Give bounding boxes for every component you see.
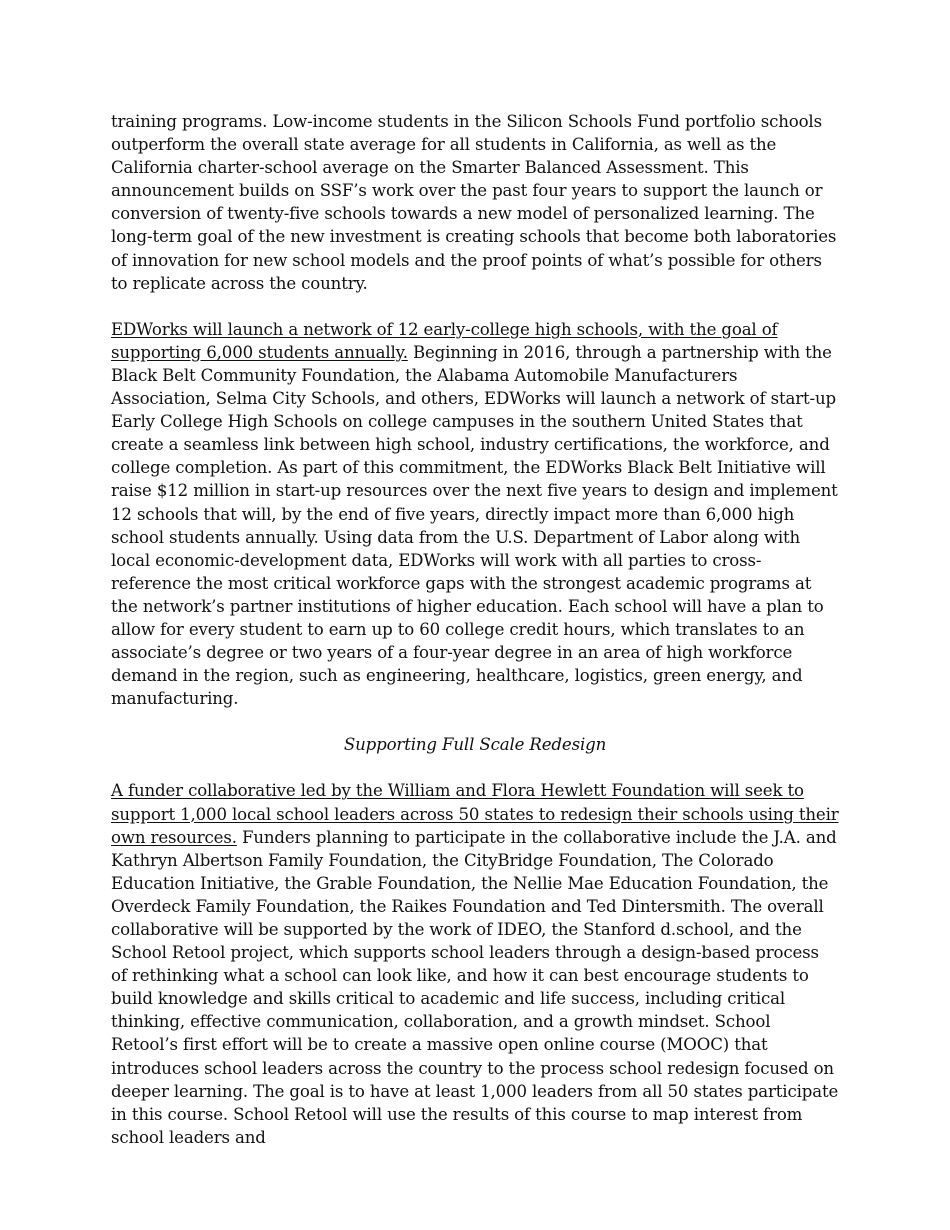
paragraph-lead-underlined: A funder collaborative led by the William and Flora Hewlett Foundation will seek to support 1,000 local school leaders across 50 states to redesign their schools using their own resources. — [111, 781, 839, 847]
paragraph-hewlett — [111, 779, 839, 1149]
paragraph-edworks — [111, 318, 839, 711]
paragraph-body: Funders planning to participate in the collaborative include the J.A. and Kathryn Albertson Family Foundation, the CityBridge Foundation, The Colorado Education Initiative, the Grable Foundation, the Nellie Mae Education Foundation, the Overdeck Family Foundation, the Raikes Foundation and Ted Dintersmith. The overall collaborative will be supported by the work of IDEO, the Stanford d.school, and the School Retool project, which supports school leaders through a design-based process of rethinking what a school can look like, and how it can best encourage students to build knowledge and skills critical to academic and life success, including critical thinking, effective communication, collaboration, and a growth mindset. School Retool’s first effort will be to create a massive open online course (MOOC) that introduces school leaders across the country to the process school redesign focused on deeper learning. The goal is to have at least 1,000 leaders from all 50 states participate in this course. School Retool will use the results of this course to map interest from school leaders and — [111, 827, 839, 1147]
paragraph-body: training programs. Low-income students in the Silicon Schools Fund portfolio schools outperform the overall state average for all students in California, as well as the California charter-school average on the Smarter Balanced Assessment. This announcement builds on SSF’s work over the past four years to support the launch or conversion of twenty-five schools towards a new model of personalized learning. The long-term goal of the new investment is creating schools that become both laboratories of innovation for new school models and the proof points of what’s possible for others to replicate across the country. — [111, 112, 837, 293]
paragraph-body: Beginning in 2016, through a partnership with the Black Belt Community Foundation, the Alabama Automobile Manufacturers Association, Selma City Schools, and others, EDWorks will launch a network of start-up Early College High Schools on college campuses in the southern United States that create a seamless link between high school, industry certifications, the workforce, and college completion. As part of this commitment, the EDWorks Black Belt Initiative will raise $12 million in start-up resources over the next five years to design and implement 12 schools that will, by the end of five years, directly impact more than 6,000 high school students annually. Using data from the U.S. Department of Labor along with local economic-development data, EDWorks will work with all parties to cross-reference the most critical workforce gaps with the strongest academic programs at the network’s partner institutions of higher education. Each school will have a plan to allow for every student to earn up to 60 college credit hours, which translates to an associate’s degree or two years of a four-year degree in an area of high workforce demand in the region, such as engineering, healthcare, logistics, green energy, and manufacturing. — [111, 342, 838, 709]
section-heading: Supporting Full Scale Redesign — [343, 735, 607, 755]
document-page — [111, 110, 839, 1172]
paragraph-ssf — [111, 110, 839, 295]
paragraph-lead-underlined: EDWorks will launch a network of 12 early-college high schools, with the goal of supporting 6,000 students annually. — [111, 319, 778, 362]
